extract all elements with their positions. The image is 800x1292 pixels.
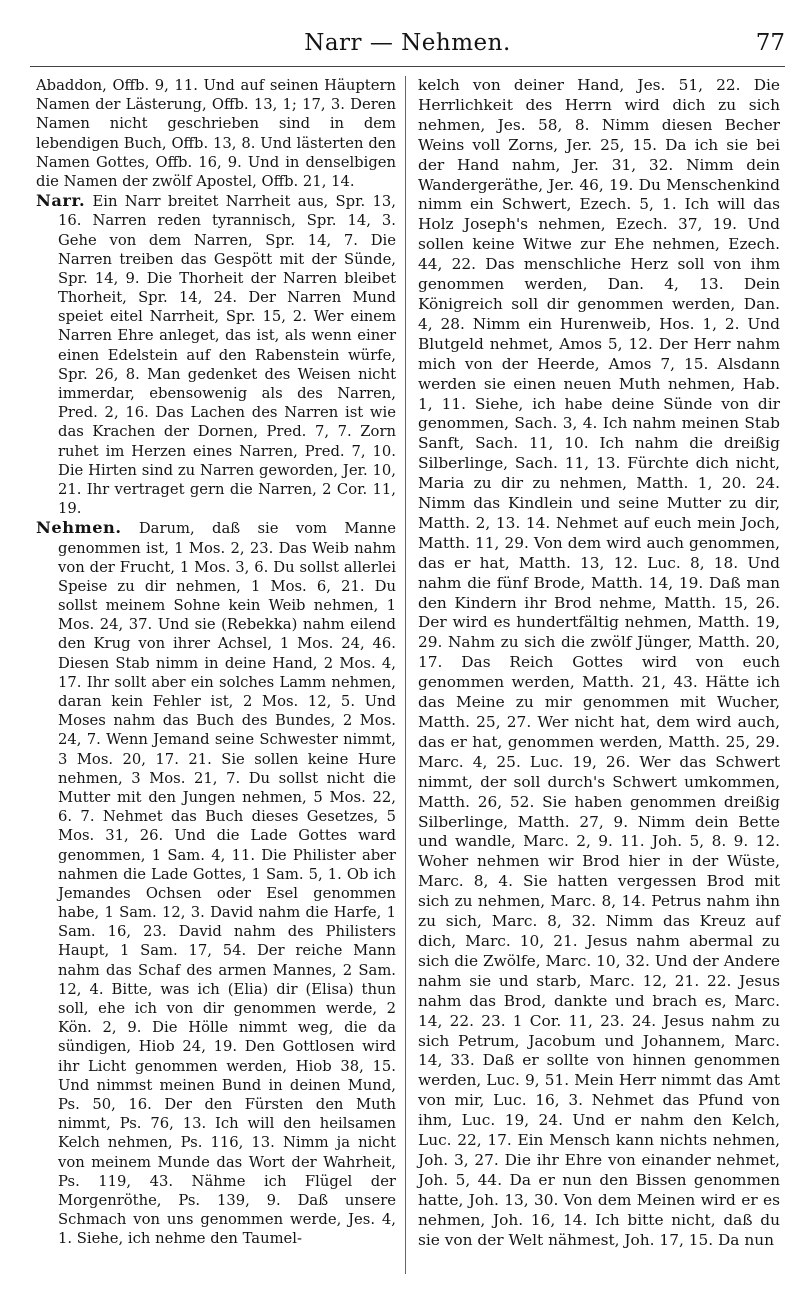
column-divider (405, 76, 406, 1274)
entry-nehmen (36, 518, 396, 1248)
left-column (36, 76, 396, 1248)
entry-narr-text: Ein Narr breitet Narrheit aus, Spr. 13, 16. Narren reden tyrannisch, Spr. 14, 3. Gehe von dem Narren, Spr. 14, 7. Die Narren treiben das Gespött mit der Sünde, Spr. 14, 9. Die Thorheit der Narren bleibet Thorheit, Spr. 14, 24. Der Narren Mund speiet eitel Narrheit, Spr. 15, 2. Wer einem Narren Ehre anleget, das ist, als wenn einer einen Edelstein auf den Rabenstein würfe, Spr. 26, 8. Man gedenket des Weisen nicht immerdar, ebensowenig als des Narren, Pred. 2, 16. Das Lachen des Narren ist wie das Krachen der Dornen, Pred. 7, 7. Zorn ruhet im Herzen eines Narren, Pred. 7, 10. Die Hirten sind zu Narren geworden, Jer. 10, 21. Ihr vertraget gern die Narren, 2 Cor. 11, 19. (58, 193, 396, 518)
lemma-nehmen: Nehmen. (36, 518, 122, 538)
entry-nehmen-text: Darum, daß sie vom Manne genommen ist, 1 Mos. 2, 23. Das Weib nahm von der Frucht, 1 Mos. 3, 6. Du sollst allerlei Speise zu dir nehmen, 1 Mos. 6, 21. Du sollst meinem Sohne kein Weib nehmen, 1 Mos. 24, 37. Und sie (Rebekka) nahm eilend den Krug von ihrer Achsel, 1 Mos. 24, 46. Diesen Stab nimm in deine Hand, 2 Mos. 4, 17. Ihr sollt aber ein solches Lamm nehmen, daran kein Fehler ist, 2 Mos. 12, 5. Und Moses nahm das Buch des Bundes, 2 Mos. 24, 7. Wenn Jemand seine Schwester nimmt, 3 Mos. 20, 17. 21. Sie sollen keine Hure nehmen, 3 Mos. 21, 7. Du sollst nicht die Mutter mit den Jungen nehmen, 5 Mos. 22, 6. 7. Nehmet das Buch dieses Gesetzes, 5 Mos. 31, 26. Und die Lade Gottes ward genommen, 1 Sam. 4, 11. Die Philister aber nahmen die Lade Gottes, 1 Sam. 5, 1. Ob ich Jemandes Ochsen oder Esel genommen habe, 1 Sam. 12, 3. David nahm die Harfe, 1 Sam. 16, 23. David nahm des Philisters Haupt, 1 Sam. 17, 54. Der reiche Mann nahm das Schaf des armen Mannes, 2 Sam. 12, 4. Bitte, was ich (Elia) dir (Elisa) thun soll, ehe ich von dir genommen werde, 2 Kön. 2, 9. Die Hölle nimmt weg, die da sündigen, Hiob 24, 19. Den Gottlosen wird ihr Licht genommen werden, Hiob 38, 15. Und nimmst meinen Bund in deinen Mund, Ps. 50, 16. Der den Fürsten den Muth nimmt, Ps. 76, 13. Ich will den heilsamen Kelch nehmen, Ps. 116, 13. Nimm ja nicht von meinem Munde das Wort der Wahrheit, Ps. 119, 43. Nähme ich Flügel der Morgenröthe, Ps. 139, 9. Daß unsere Schmach von uns genommen werde, Jes. 4, 1. Siehe, ich nehme den Taumel- (58, 520, 396, 1248)
lemma-narr: Narr. (36, 191, 86, 211)
header-rule (30, 66, 785, 67)
right-column (418, 76, 780, 1250)
page-header (30, 28, 785, 60)
page-number: 77 (755, 30, 785, 56)
entry-narr (36, 191, 396, 518)
running-head: Narr — Nehmen. (304, 30, 511, 56)
continuation-paragraph: Abaddon, Offb. 9, 11. Und auf seinen Häuptern Namen der Lästerung, Offb. 13, 1; 17, 3. Deren Namen nicht geschrieben sind in dem lebendigen Buch, Offb. 13, 8. Und lästerten den Namen Gottes, Offb. 16, 9. Und in denselbigen die Namen der zwölf Apostel, Offb. 21, 14. (36, 77, 396, 190)
right-column-text: kelch von deiner Hand, Jes. 51, 22. Die Herrlichkeit des Herrn wird dich zu sich nehmen, Jes. 58, 8. Nimm diesen Becher Weins voll Zorns, Jer. 25, 15. Da ich sie bei der Hand nahm, Jer. 31, 32. Nimm dein Wandergeräthe, Jer. 46, 19. Du Menschenkind nimm ein Schwert, Ezech. 5, 1. Ich will das Holz Joseph's nehmen, Ezech. 37, 19. Und sollen keine Witwe zur Ehe nehmen, Ezech. 44, 22. Das menschliche Herz soll von ihm genommen werden, Dan. 4, 13. Dein Königreich soll dir genommen werden, Dan. 4, 28. Nimm ein Hurenweib, Hos. 1, 2. Und Blutgeld nehmet, Amos 5, 12. Der Herr nahm mich von der Heerde, Amos 7, 15. Alsdann werden sie einen neuen Muth nehmen, Hab. 1, 11. Siehe, ich habe deine Sünde von dir genommen, Sach. 3, 4. Ich nahm meinen Stab Sanft, Sach. 11, 10. Ich nahm die dreißig Silberlinge, Sach. 11, 13. Fürchte dich nicht, Maria zu dir zu nehmen, Matth. 1, 20. 24. Nimm das Kindlein und seine Mutter zu dir, Matth. 2, 13. 14. Nehmet auf euch mein Joch, Matth. 11, 29. Von dem wird auch genommen, das er hat, Matth. 13, 12. Luc. 8, 18. Und nahm die fünf Brode, Matth. 14, 19. Daß man den Kindern ihr Brod nehme, Matth. 15, 26. Der wird es hundertfältig nehmen, Matth. 19, 29. Nahm zu sich die zwölf Jünger, Matth. 20, 17. Das Reich Gottes wird von euch genommen werden, Matth. 21, 43. Hätte ich das Meine zu mir genommen mit Wucher, Matth. 25, 27. Wer nicht hat, dem wird auch, das er hat, genommen werden, Matth. 25, 29. Marc. 4, 25. Luc. 19, 26. Wer das Schwert nimmt, der soll durch's Schwert umkommen, Matth. 26, 52. Sie haben genommen dreißig Silberlinge, Matth. 27, 9. Nimm dein Bette und wandle, Marc. 2, 9. 11. Joh. 5, 8. 9. 12. Woher nehmen wir Brod hier in der Wüste, Marc. 8, 4. Sie hatten vergessen Brod mit sich zu nehmen, Marc. 8, 14. Petrus nahm ihn zu sich, Marc. 8, 32. Nimm das Kreuz auf dich, Marc. 10, 21. Jesus nahm abermal zu sich die Zwölfe, Marc. 10, 32. Und der Andere nahm sie und starb, Marc. 12, 21. 22. Jesus nahm das Brod, dankte und brach es, Marc. 14, 22. 23. 1 Cor. 11, 23. 24. Jesus nahm zu sich Petrum, Jacobum und Johannem, Marc. 14, 33. Daß er sollte von hinnen genommen werden, Luc. 9, 51. Mein Herr nimmt das Amt von mir, Luc. 16, 3. Nehmet das Pfund von ihm, Luc. 19, 24. Und er nahm den Kelch, Luc. 22, 17. Ein Mensch kann nichts nehmen, Joh. 3, 27. Die ihr Ehre von einander nehmet, Joh. 5, 44. Da er nun den Bissen genommen hatte, Joh. 13, 30. Von dem Meinen wird er es nehmen, Joh. 16, 14. Ich bitte nicht, daß du sie von der Welt nähmest, Joh. 17, 15. Da nun (418, 76, 780, 1249)
